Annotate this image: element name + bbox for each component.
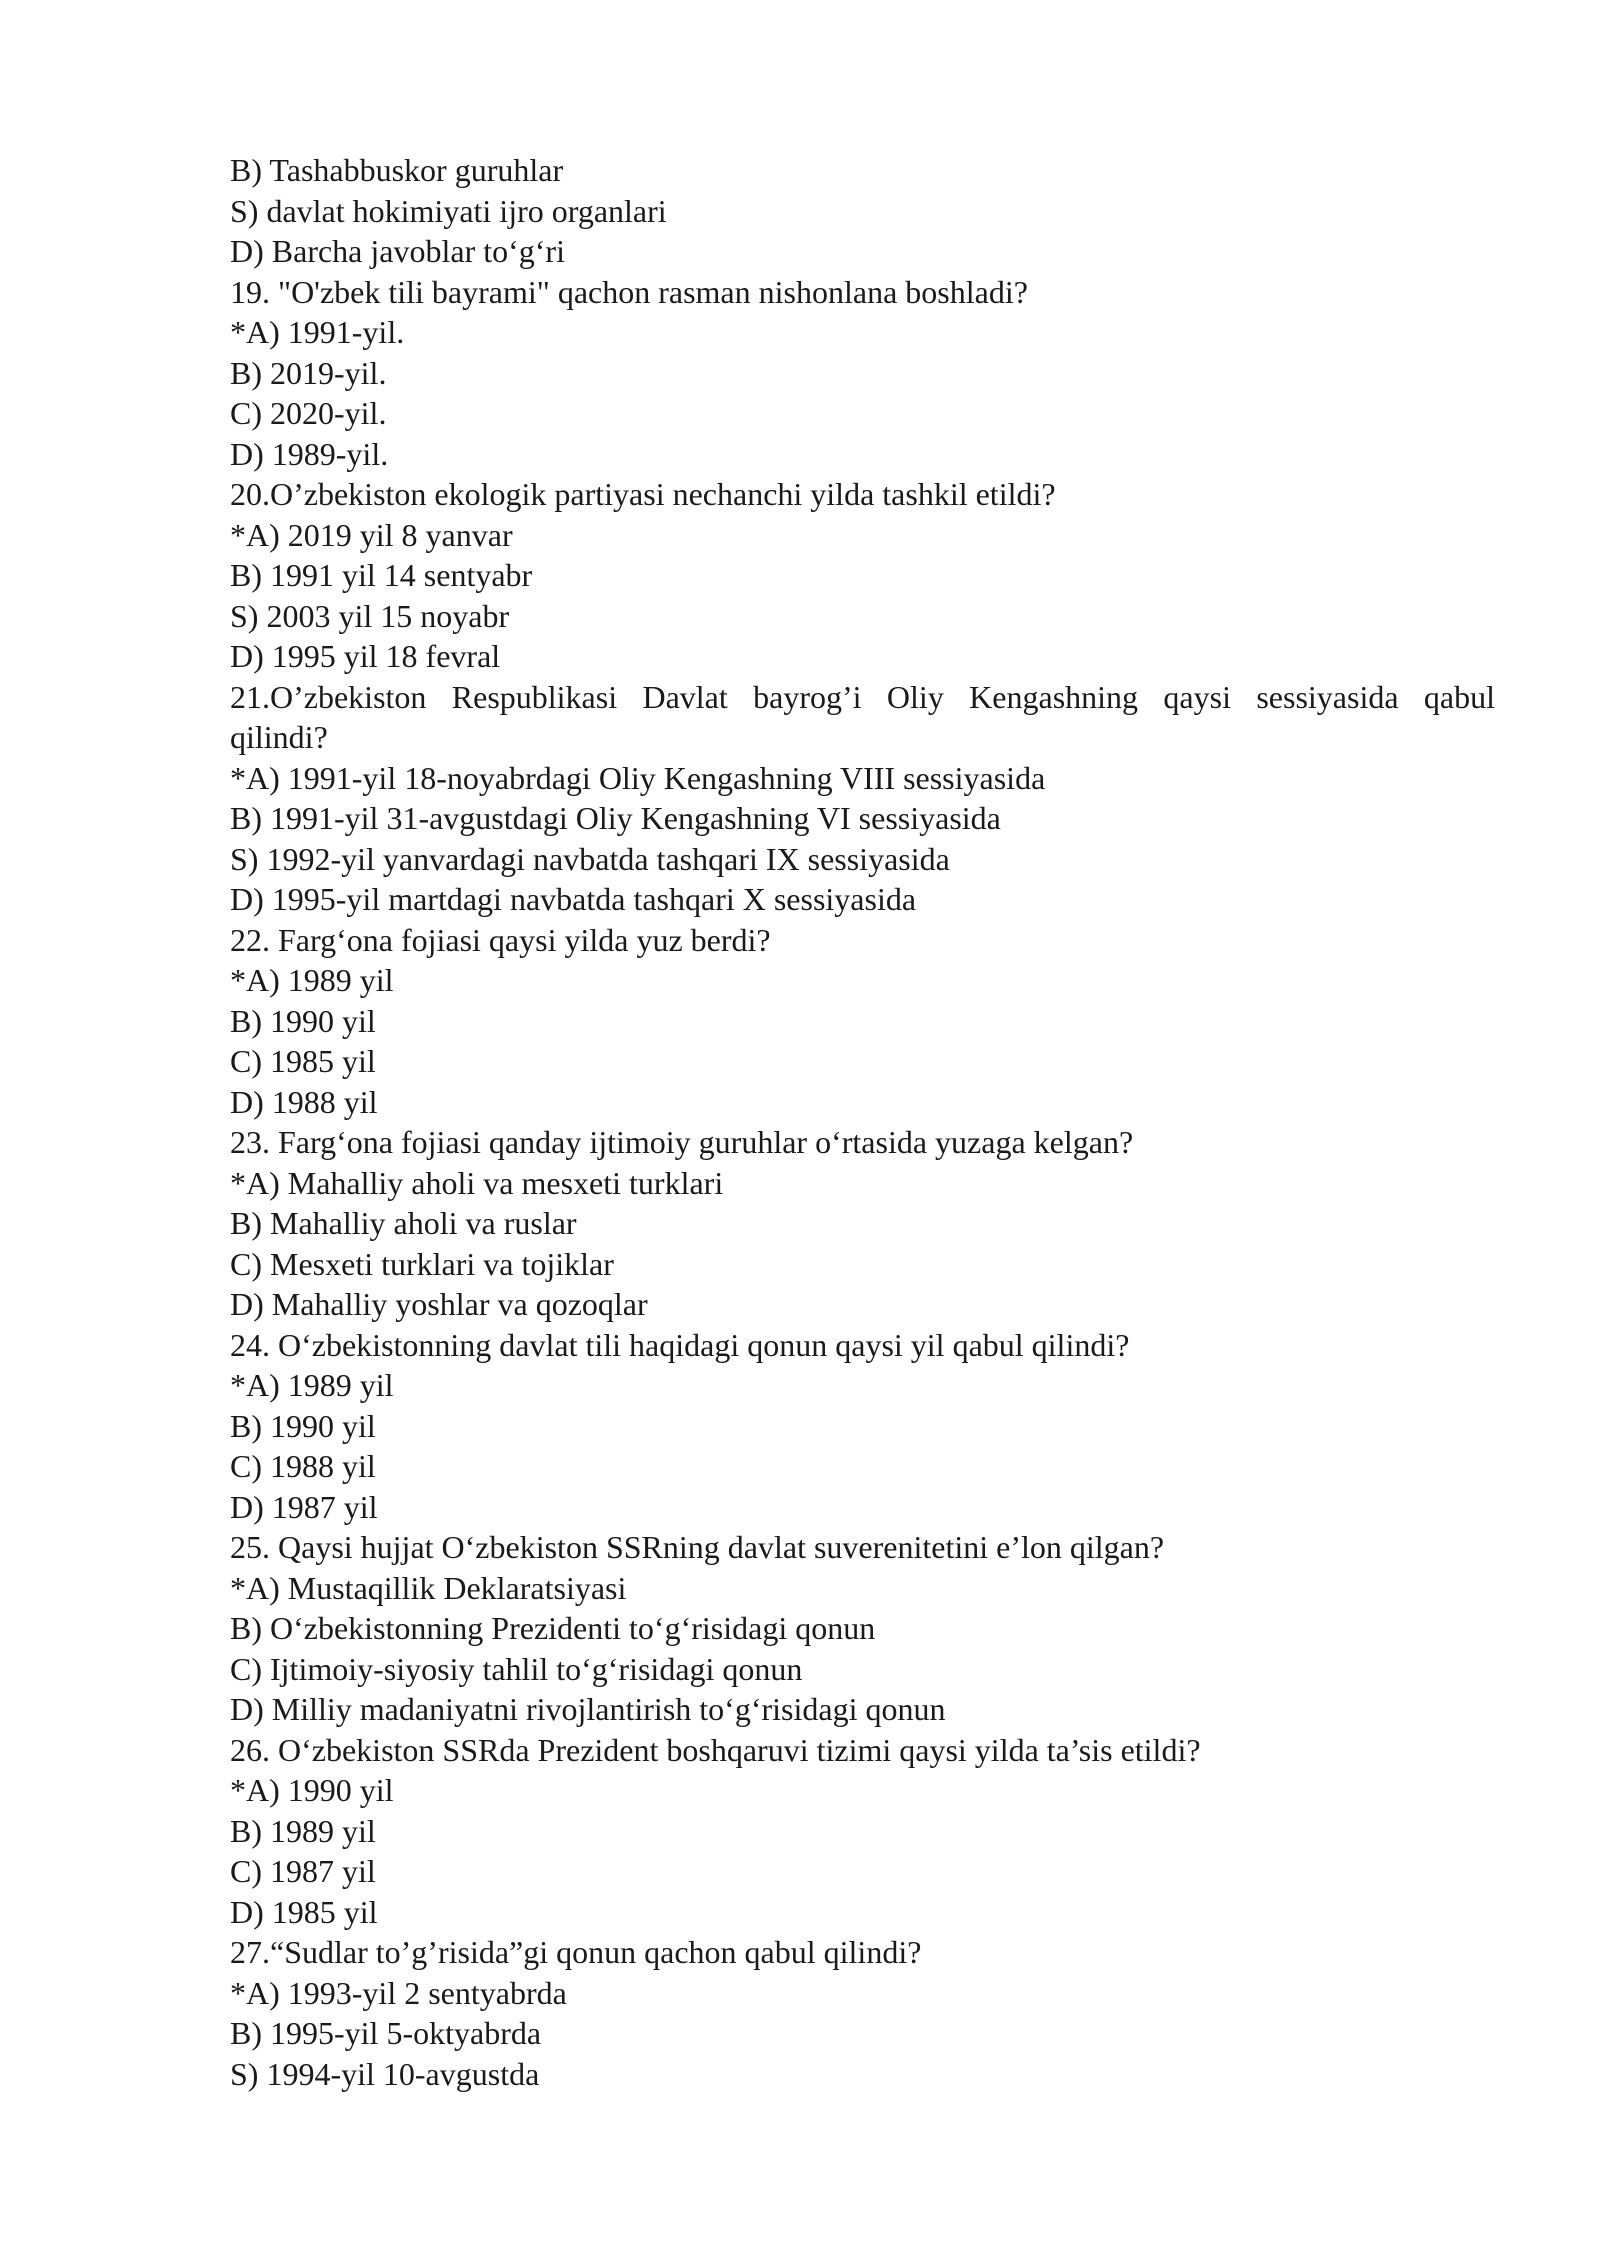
- option-line: B) O‘zbekistonning Prezidenti to‘g‘risidagi qonun: [230, 1610, 876, 1646]
- question-line: 22. Farg‘ona fojiasi qaysi yilda yuz berdi?: [230, 921, 771, 958]
- document-page: [230, 150, 1495, 2094]
- option-line: B) 1995-yil 5-oktyabrda: [230, 2015, 542, 2051]
- option-line: D) 1985 yil: [230, 1893, 378, 1930]
- option-line: S) 2003 yil 15 noyabr: [230, 597, 510, 634]
- option-line: *A) 1993-yil 2 sentyabrda: [230, 1974, 567, 2011]
- option-line: B) 1991-yil 31-avgustdagi Oliy Kengashning VI sessiyasida: [230, 800, 1001, 836]
- option-line: C) Ijtimoiy-siyosiy tahlil to‘g‘risidagi qonun: [230, 1650, 803, 1687]
- question-line: 24. O‘zbekistonning davlat tili haqidagi qonun qaysi yil qabul qilindi?: [230, 1326, 1130, 1363]
- option-line: C) 2020-yil.: [230, 395, 387, 431]
- option-line: C) 1985 yil: [230, 1043, 376, 1079]
- question-line-continuation: qilindi?: [230, 719, 328, 755]
- question-line: 20.O’zbekiston ekologik partiyasi nechanchi yilda tashkil etildi?: [230, 476, 1056, 512]
- option-line: B) 1990 yil: [230, 1002, 376, 1039]
- option-line: D) 1989-yil.: [230, 435, 389, 472]
- option-line: B) Mahalliy aholi va ruslar: [230, 1205, 577, 1241]
- question-line: 19. "O'zbek tili bayrami" qachon rasman nishonlana boshladi?: [230, 273, 1028, 310]
- option-line: *A) 1989 yil: [230, 1367, 394, 1403]
- option-line: D) Mahalliy yoshlar va qozoqlar: [230, 1286, 648, 1322]
- option-line: D) Barcha javoblar to‘g‘ri: [230, 233, 565, 269]
- option-line: *A) Mahalliy aholi va mesxeti turklari: [230, 1164, 724, 1201]
- question-line: 27.“Sudlar to’g’risida”gi qonun qachon qabul qilindi?: [230, 1934, 922, 1970]
- option-line: C) Mesxeti turklari va tojiklar: [230, 1245, 614, 1282]
- option-line: S) davlat hokimiyati ijro organlari: [230, 192, 667, 229]
- option-line: B) 1989 yil: [230, 1812, 376, 1849]
- option-line: *A) 1990 yil: [230, 1772, 394, 1808]
- option-line: *A) 1991-yil 18-noyabrdagi Oliy Kengashning VIII sessiyasida: [230, 759, 1046, 796]
- option-line: *A) 1991-yil.: [230, 314, 405, 350]
- question-line: 25. Qaysi hujjat O‘zbekiston SSRning davlat suverenitetini e’lon qilgan?: [230, 1529, 1165, 1565]
- option-line: D) 1987 yil: [230, 1488, 378, 1525]
- option-line: B) 1991 yil 14 sentyabr: [230, 557, 533, 593]
- question-line: 23. Farg‘ona fojiasi qanday ijtimoiy guruhlar o‘rtasida yuzaga kelgan?: [230, 1124, 1134, 1160]
- option-line: C) 1988 yil: [230, 1448, 376, 1484]
- option-line: D) 1995 yil 18 fevral: [230, 638, 501, 674]
- option-line: D) 1988 yil: [230, 1083, 378, 1120]
- option-line: D) 1995-yil martdagi navbatda tashqari X sessiyasida: [230, 881, 917, 917]
- option-line: *A) Mustaqillik Deklaratsiyasi: [230, 1569, 627, 1606]
- option-line: D) Milliy madaniyatni rivojlantirish to‘g‘risidagi qonun: [230, 1691, 946, 1727]
- option-line: B) 1990 yil: [230, 1407, 376, 1444]
- option-line: *A) 1989 yil: [230, 962, 394, 998]
- option-line: B) Tashabbuskor guruhlar: [230, 152, 564, 188]
- option-line: S) 1994-yil 10-avgustda: [230, 2055, 540, 2092]
- question-line: 26. O‘zbekiston SSRda Prezident boshqaruvi tizimi qaysi yilda ta’sis etildi?: [230, 1731, 1201, 1768]
- question-line: 21.O’zbekiston Respublikasi Davlat bayrog’i Oliy Kengashning qaysi sessiyasida qabul: [230, 678, 1495, 715]
- option-line: B) 2019-yil.: [230, 354, 387, 391]
- option-line: S) 1992-yil yanvardagi navbatda tashqari IX sessiyasida: [230, 840, 950, 877]
- option-line: *A) 2019 yil 8 yanvar: [230, 516, 513, 553]
- option-line: C) 1987 yil: [230, 1853, 376, 1889]
